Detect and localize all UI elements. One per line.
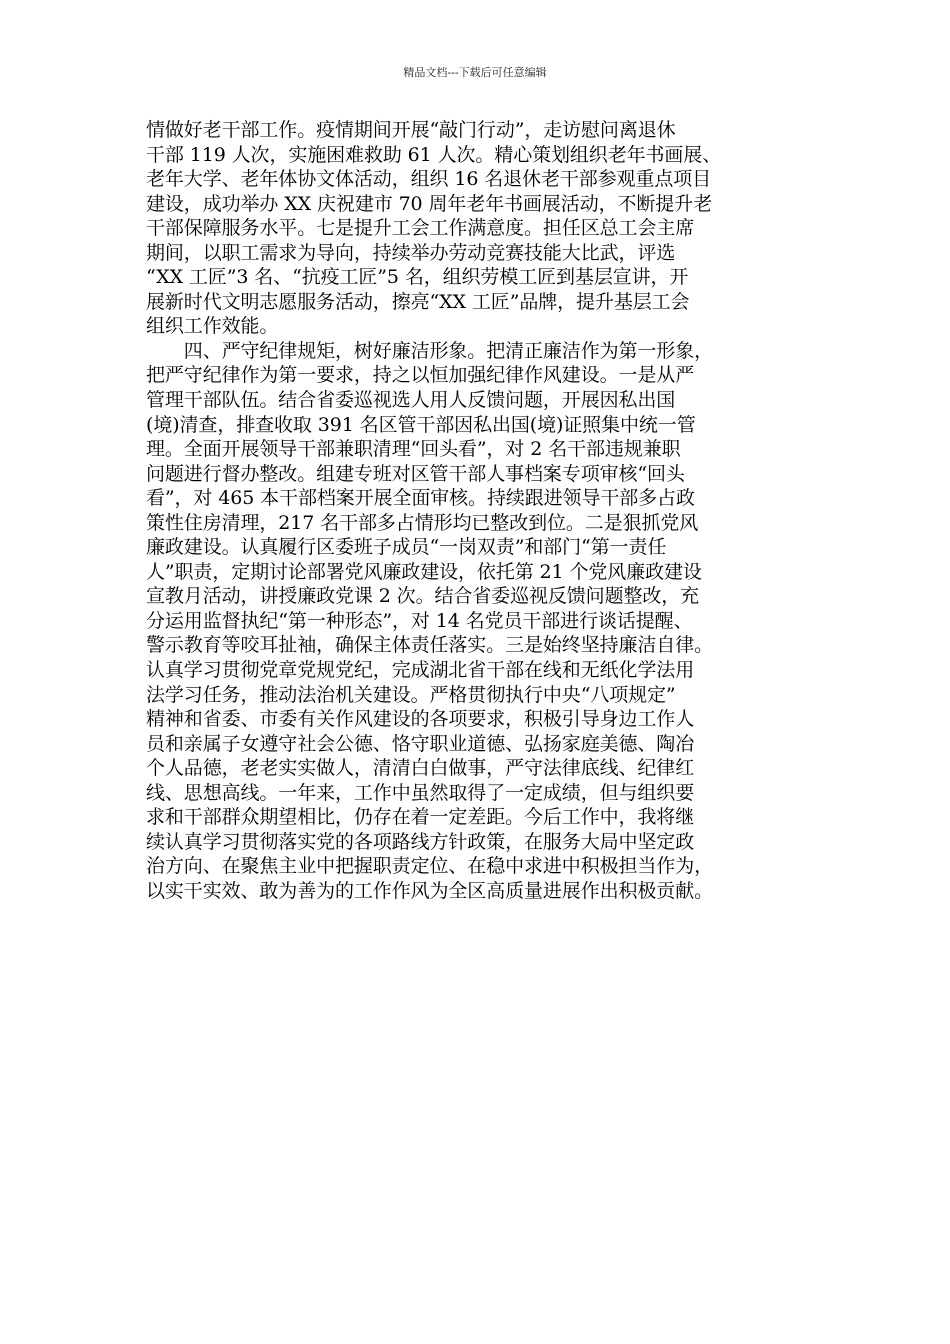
text-line: 建设，成功举办 XX 庆祝建市 70 周年老年书画展活动，不断提升老: [146, 192, 712, 215]
text-line: 策性住房清理，217 名干部多占情形均已整改到位。二是狠抓党风: [146, 511, 699, 534]
text-line: 线、思想高线。一年来，工作中虽然取得了一定成绩，但与组织要: [146, 781, 695, 804]
text-line: “XX 工匠”3 名、“抗疫工匠”5 名，组织劳模工匠到基层宣讲，开: [146, 266, 689, 289]
text-line: 管理干部队伍。结合省委巡视选人用人反馈问题，开展因私出国: [146, 389, 676, 412]
text-line: 廉政建设。认真履行区委班子成员“一岗双责”和部门“第一责任: [146, 536, 667, 559]
text-line: 老年大学、老年体协文体活动，组织 16 名退休老干部参观重点项目: [146, 168, 712, 191]
text-line: 把严守纪律作为第一要求，持之以恒加强纪律作风建设。一是从严: [146, 364, 695, 387]
text-line: 干部保障服务水平。七是提升工会工作满意度。担任区总工会主席: [146, 217, 695, 240]
text-line: 看”，对 465 本干部档案开展全面审核。持续跟进领导干部多占政: [146, 487, 695, 510]
text-line: 警示教育等咬耳扯袖，确保主体责任落实。三是始终坚持廉洁自律。: [146, 634, 714, 657]
document-body: [146, 118, 810, 904]
text-line: 员和亲属子女遵守社会公德、恪守职业道德、弘扬家庭美德、陶冶: [146, 732, 695, 755]
text-line: 问题进行督办整改。组建专班对区管干部人事档案专项审核“回头: [146, 462, 685, 485]
paragraph-start-line: 四、严守纪律规矩，树好廉洁形象。把清正廉洁作为第一形象，: [146, 339, 714, 362]
text-line: (境)清查，排查收取 391 名区管干部因私出国(境)证照集中统一管: [146, 413, 696, 436]
text-line: 认真学习贯彻党章党规党纪，完成湖北省干部在线和无纸化学法用: [146, 659, 695, 682]
text-line: 情做好老干部工作。疫情期间开展“敲门行动”，走访慰问离退休: [146, 119, 676, 141]
text-line: 展新时代文明志愿服务活动，擦亮“XX 工匠”品牌，提升基层工会: [146, 290, 690, 313]
text-line: 期间，以职工需求为导向，持续举办劳动竞赛技能大比武，评选: [146, 241, 676, 264]
text-line: 干部 119 人次，实施困难救助 61 人次。精心策划组织老年书画展、: [146, 143, 722, 166]
page-header: 精品文档---下载后可任意编辑: [403, 66, 547, 79]
text-line: 续认真学习贯彻落实党的各项路线方针政策，在服务大局中坚定政: [146, 830, 695, 853]
text-line: 分运用监督执纪“第一种形态”，对 14 名党员干部进行谈话提醒、: [146, 609, 693, 632]
text-line: 求和干部群众期望相比，仍存在着一定差距。今后工作中，我将继: [146, 806, 695, 829]
text-line: 理。全面开展领导干部兼职清理“回头看”，对 2 名干部违规兼职: [146, 438, 681, 461]
text-line: 组织工作效能。: [146, 315, 279, 338]
text-line: 治方向、在聚焦主业中把握职责定位、在稳中求进中积极担当作为，: [146, 855, 714, 878]
text-line: 以实干实效、敢为善为的工作作风为全区高质量进展作出积极贡献。: [146, 879, 714, 902]
text-line: 法学习任务，推动法治机关建设。严格贯彻执行中央“八项规定”: [146, 683, 676, 706]
text-line: 人”职责，定期讨论部署党风廉政建设，依托第 21 个党风廉政建设: [146, 560, 702, 583]
text-line: 个人品德，老老实实做人，清清白白做事，严守法律底线、纪律红: [146, 757, 695, 780]
text-line: 精神和省委、市委有关作风建设的各项要求，积极引导身边工作人: [146, 708, 695, 731]
text-line: 宣教月活动，讲授廉政党课 2 次。结合省委巡视反馈问题整改，充: [146, 585, 700, 608]
